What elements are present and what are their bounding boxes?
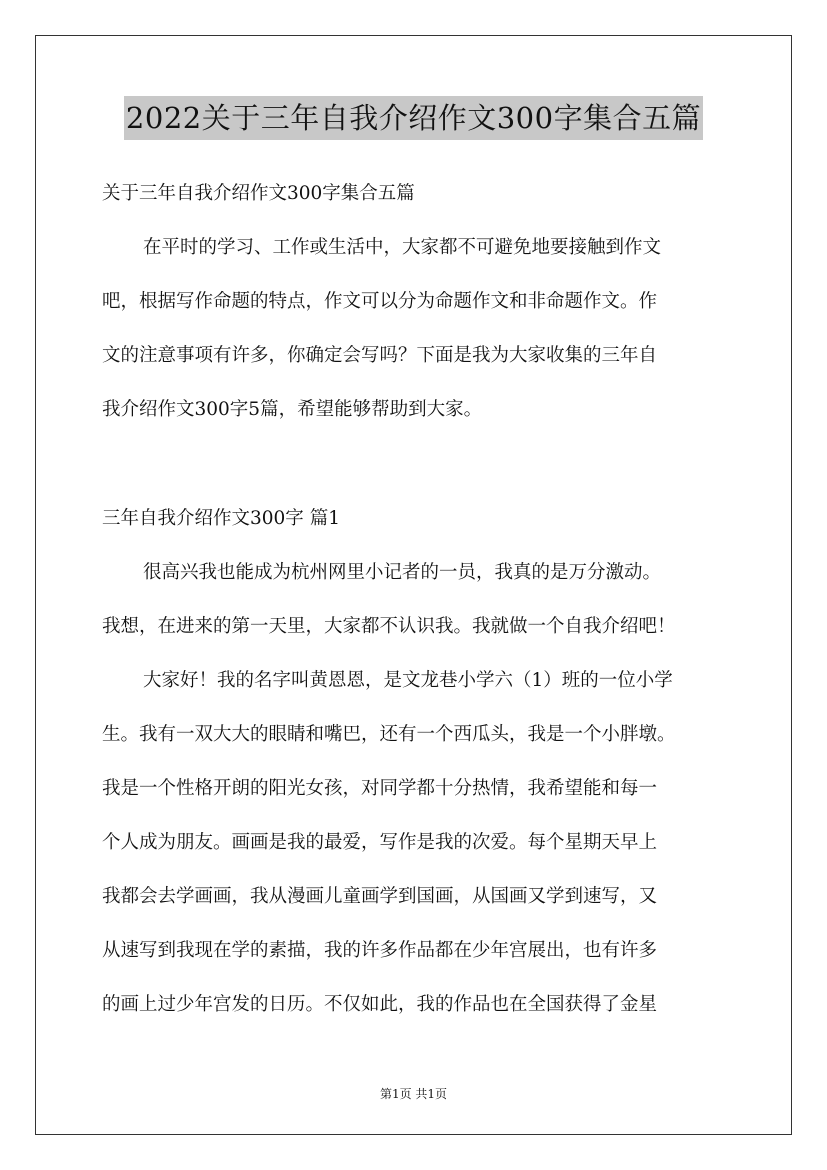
intro-line-2: 吧，根据写作命题的特点，作文可以分为命题作文和非命题作文。作 <box>102 291 658 312</box>
page-footer: 第1页 共1页 <box>379 1087 448 1101</box>
document-subtitle: 关于三年自我介绍作文300字集合五篇 <box>102 183 415 204</box>
intro-line-4: 我介绍作文300字5篇，希望能够帮助到大家。 <box>102 399 483 420</box>
body-line-1: 很高兴我也能成为杭州网里小记者的一员，我真的是万分激动。 <box>143 562 662 583</box>
body-line-9: 的画上过少年宫发的日历。不仅如此，我的作品也在全国获得了金星 <box>102 994 658 1015</box>
body-line-3: 大家好！我的名字叫黄恩恩，是文龙巷小学六（1）班的一位小学 <box>143 670 673 691</box>
body-line-5: 我是一个性格开朗的阳光女孩，对同学都十分热情，我希望能和每一 <box>102 778 658 799</box>
body-line-7: 我都会去学画画，我从漫画儿童画学到国画，从国画又学到速写，又 <box>102 886 658 907</box>
intro-line-3: 文的注意事项有许多，你确定会写吗？下面是我为大家收集的三年自 <box>102 345 658 366</box>
title-wrapper <box>0 96 827 140</box>
intro-line-1: 在平时的学习、工作或生活中，大家都不可避免地要接触到作文 <box>143 237 662 258</box>
body-line-6: 个人成为朋友。画画是我的最爱，写作是我的次爱。每个星期天早上 <box>102 832 658 853</box>
body-line-4: 生。我有一双大大的眼睛和嘴巴，还有一个西瓜头，我是一个小胖墩。 <box>102 724 676 745</box>
document-title: 2022关于三年自我介绍作文300字集合五篇 <box>124 96 703 140</box>
section-heading: 三年自我介绍作文300字 篇1 <box>102 508 340 529</box>
body-line-2: 我想，在进来的第一天里，大家都不认识我。我就做一个自我介绍吧！ <box>102 616 676 637</box>
body-line-8: 从速写到我现在学的素描，我的许多作品都在少年宫展出，也有许多 <box>102 940 658 961</box>
